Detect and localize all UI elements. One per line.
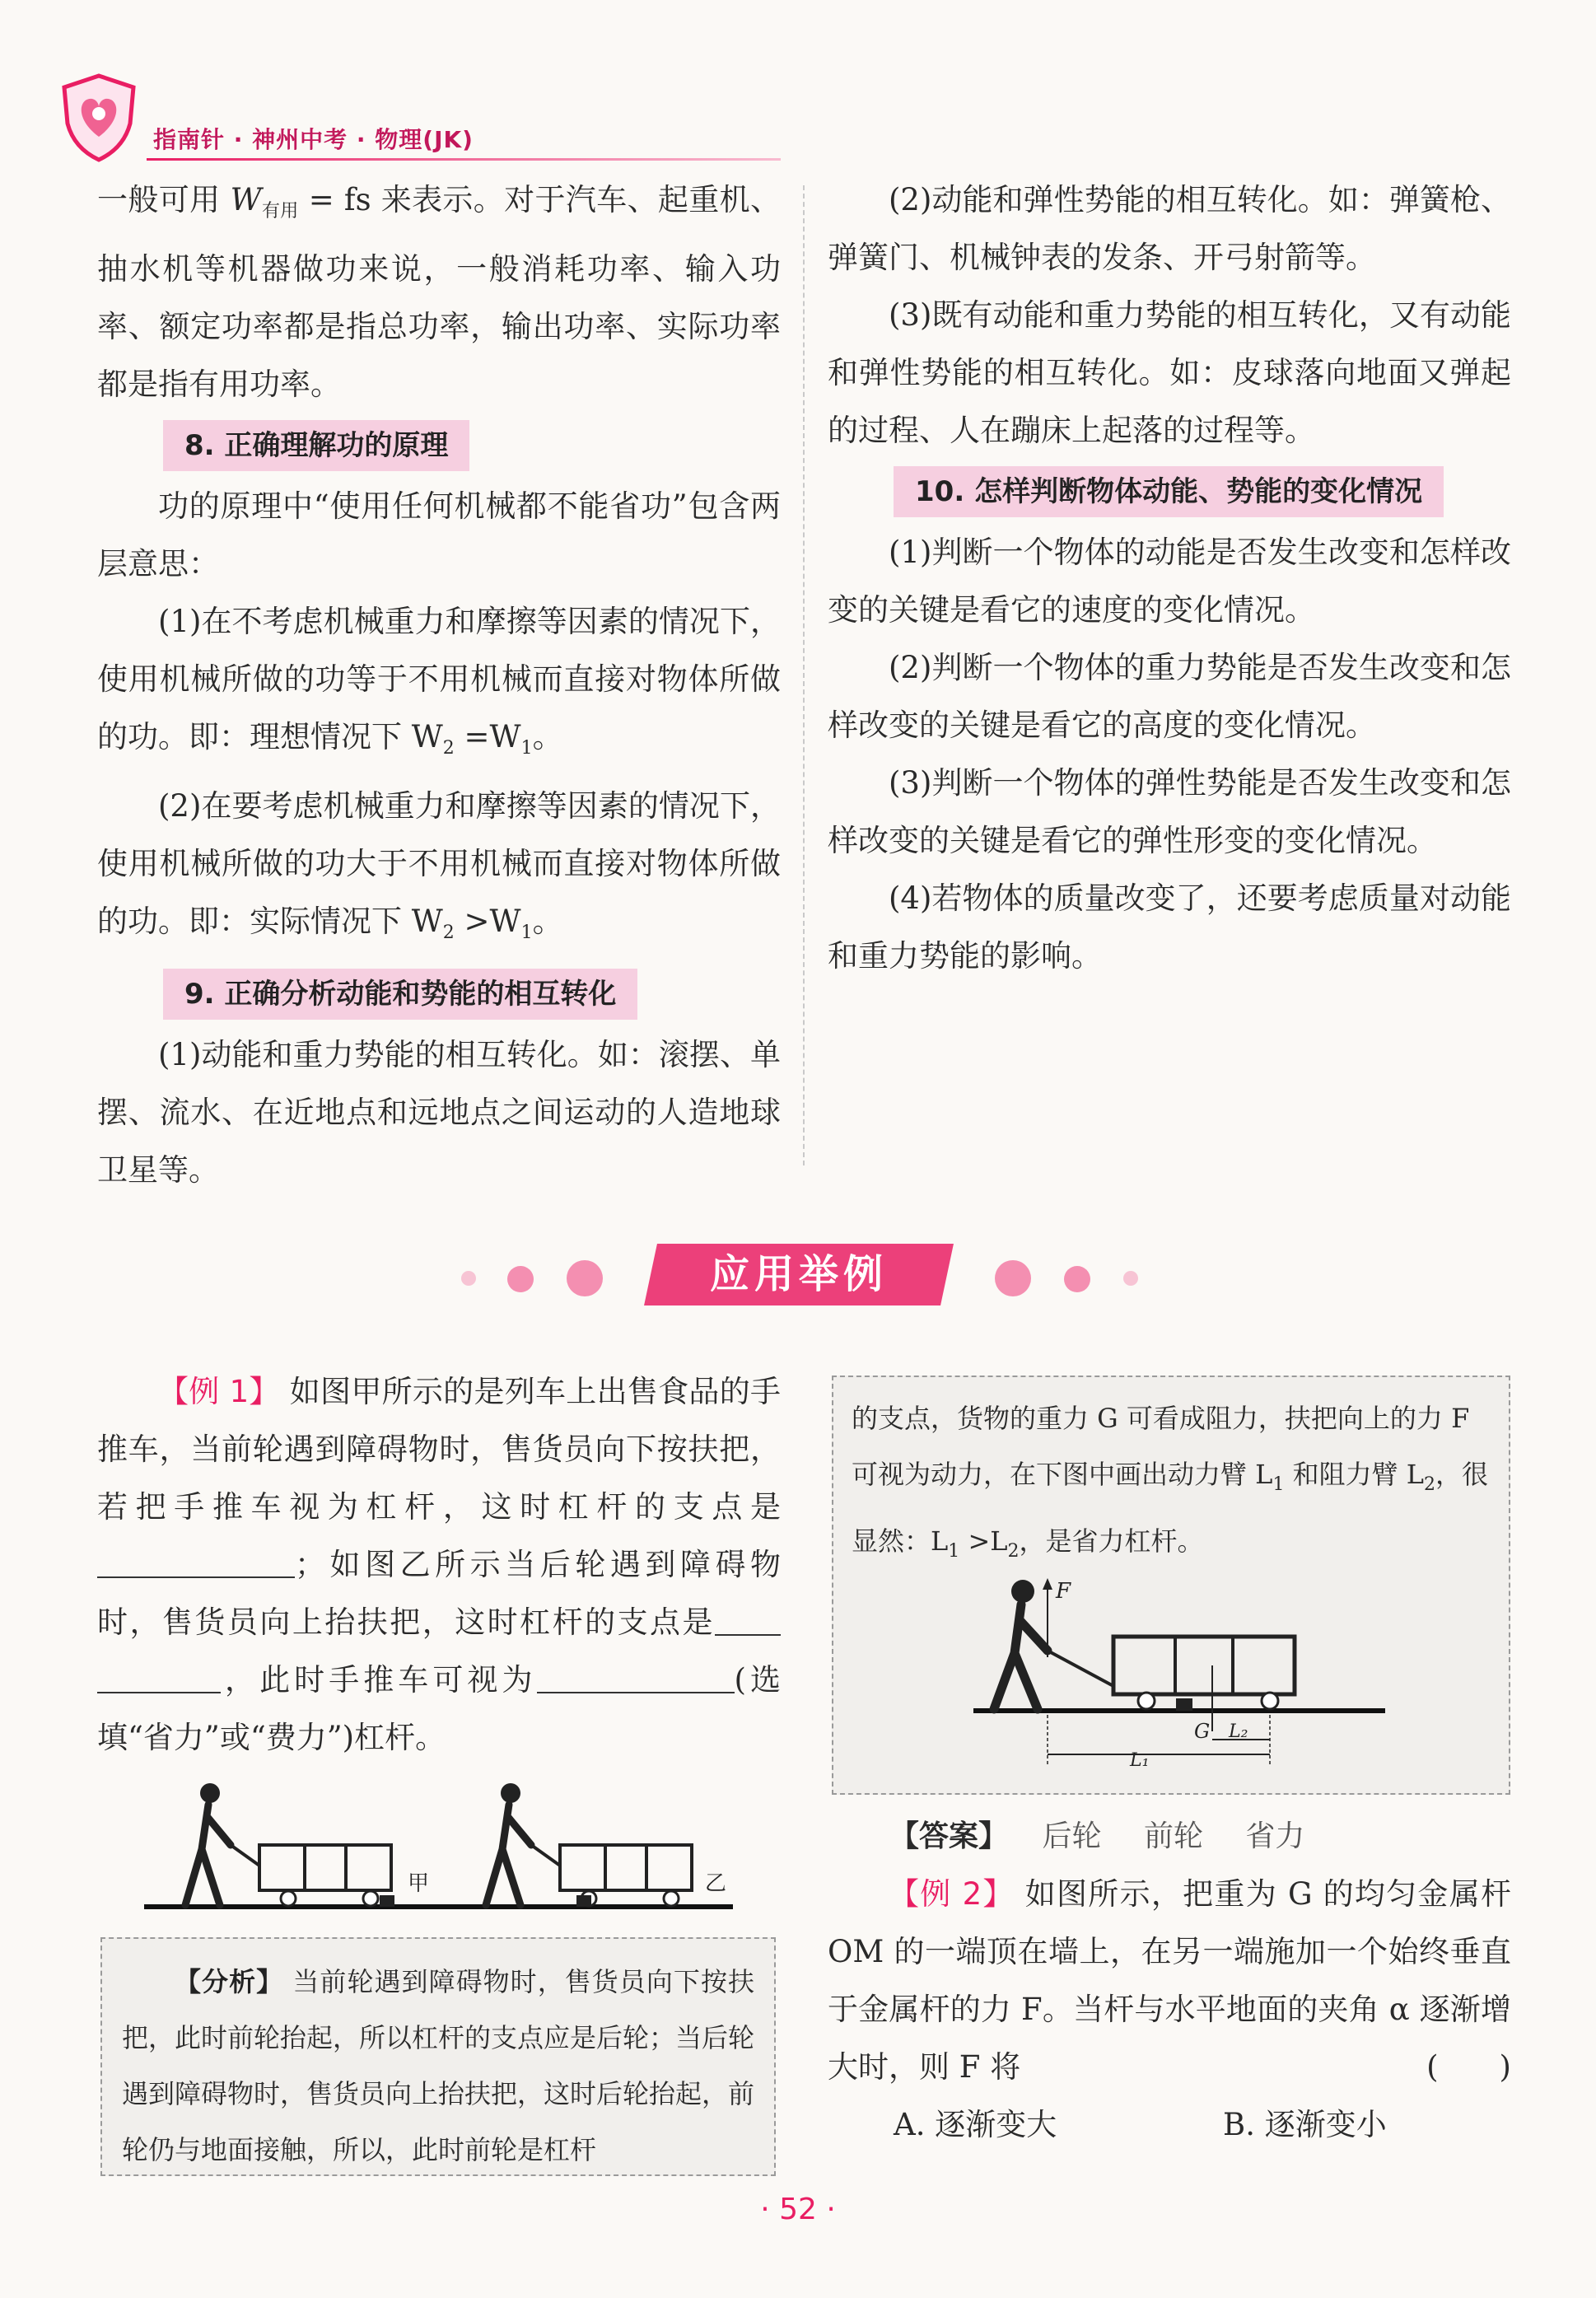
analysis-box: 【分析】 当前轮遇到障碍物时，售货员向下按扶把，此时前轮抬起，所以杠杆的支点应是后轮；当后轮遇到障碍物时，售货员向上抬扶把，这时后轮抬起，前轮仍与地面接触，所以，此时前轮是杠杆 [100,1937,776,2176]
example-1-tag: 【例 1】 [158,1374,280,1409]
page-number: · 52 · [760,2193,836,2226]
answer-blank[interactable] [715,1609,781,1636]
header-title: 指南针 · 神州中考 · 物理(JK) [153,126,474,153]
option-b[interactable]: B. 逐渐变小 [1223,2107,1387,2142]
paragraph-judge-kinetic: (1)判断一个物体的动能是否发生改变和怎样改变的关键是看它的速度的变化情况。 [828,535,1511,628]
section-banner [445,1235,1153,1310]
arm-L1-label: L₁ [1130,1750,1150,1771]
option-a[interactable]: A. 逐渐变大 [894,2107,1057,2142]
paragraph-kinetic-elastic: (2)动能和弹性势能的相互转化。如：弹簧枪、弹簧门、机械钟表的发条、开弓射箭等。 [828,182,1511,275]
answer-3: 省力 [1245,1819,1305,1853]
left-column [97,171,781,1199]
right-column [828,171,1511,985]
paragraph-kinetic-gravity: (1)动能和重力势能的相互转化。如：滚摆、单摆、流水、在近地点和远地点之间运动的人造地球卫星等。 [97,1037,781,1188]
gravity-G-label: G [1194,1720,1211,1743]
example-2-tag: 【例 2】 [889,1876,1015,1912]
paragraph-judge-gravity: (2)判断一个物体的重力势能是否发生改变和怎样改变的关键是看它的高度的变化情况。 [828,650,1511,743]
banner-dot [507,1266,534,1292]
cart-figure-jia [144,1775,457,1915]
answer-blank[interactable] [537,1667,735,1693]
banner-dot [995,1260,1031,1296]
answer-blank[interactable] [97,1667,221,1693]
paragraph-useful-work: 一般可用 $W_{有用}$ = fs 来表示。对于汽车、起重机、抽水机等机器做功来说，一般消耗功率、输入功率、额定功率都是指总功率，输出功率、实际功率都是指有用功率。 [97,182,781,402]
analysis-continued-box [832,1376,1510,1795]
answer-line [889,1812,1304,1861]
example-2: 【例 2】 如图所示，把重为 G 的均匀金属杆 OM 的一端顶在墙上，在另一端施加一个始终垂直于金属杆的力 F。当杆与水平地面的夹角 α 逐渐增大时，则 F 将 ( ) A. 逐渐变大 B. 逐渐变小 [828,1866,1511,2154]
paragraph-ideal-case: (1)在不考虑机械重力和摩擦等因素的情况下，使用机械所做的功等于不用机械而直接对物体所做的功。即：理想情况下 $W_2 =W_1$。 [97,604,781,759]
section-heading-9: 9. 正确分析动能和势能的相互转化 [163,969,637,1020]
analysis-tag: 【分析】 [175,1966,284,1997]
banner-dot [461,1271,476,1286]
example-1: 【例 1】 如图甲所示的是列车上出售食品的手推车，当前轮遇到障碍物时，售货员向下按扶把，若把手推车视为杠杆，这时杠杆的支点是；如图乙所示当后轮遇到障碍物时，售货员向上抬扶把，这时杠杆的支点是，此时手推车可视为 (选填“省力”或“费力”)杠杆。 [97,1374,782,1755]
column-divider [803,185,805,1165]
answer-bracket[interactable]: ( ) [1426,2049,1511,2085]
banner-dot [1123,1271,1138,1286]
arm-L2-label: L₂ [1229,1721,1248,1742]
figure-label-yi: 乙 [705,1871,727,1896]
banner-dot [1064,1266,1090,1292]
lever-arm-figure [965,1575,1393,1781]
section-heading-10: 10. 怎样判断物体动能、势能的变化情况 [894,466,1444,517]
section-heading-8: 8. 正确理解功的原理 [163,420,469,471]
paragraph-judge-elastic: (3)判断一个物体的弹性势能是否发生改变和怎样改变的关键是看它的弹性形变的变化情况。 [828,765,1511,858]
publisher-logo-icon [58,72,140,163]
paragraph-actual-case: (2)在要考虑机械重力和摩擦等因素的情况下，使用机械所做的功大于不用机械而直接对物体所做的功。即：实际情况下 $W_2 >W_1$。 [97,788,781,943]
figure-label-jia: 甲 [408,1871,430,1896]
paragraph-combined-conversion: (3)既有动能和重力势能的相互转化，又有动能和弹性势能的相互转化。如：皮球落向地面又弹起的过程、人在蹦床上起落的过程等。 [828,297,1511,448]
paragraph-mass-change: (4)若物体的质量改变了，还要考虑质量对动能和重力势能的影响。 [828,880,1511,974]
banner-dot [567,1260,603,1296]
paragraph-work-principle: 功的原理中“使用任何机械都不能省功”包含两层意思： [97,488,781,582]
banner-title: 应用举例 [709,1251,888,1297]
answer-tag: 【答案】 [889,1819,1009,1853]
force-F-label: F [1056,1579,1071,1604]
answer-blank[interactable] [97,1552,295,1578]
cart-figure-yi [445,1775,741,1915]
header-divider [147,158,781,161]
answer-1: 后轮 [1042,1819,1102,1853]
answer-2: 前轮 [1143,1819,1203,1853]
analysis-continued-text: 的支点，货物的重力 G 可看成阻力，扶把向上的力 F 可视为动力，在下图中画出动力臂 $L_1$ 和阻力臂 $L_2$，很显然：$L_1 >L_2$，是省力杠杆。 [852,1403,1489,1562]
